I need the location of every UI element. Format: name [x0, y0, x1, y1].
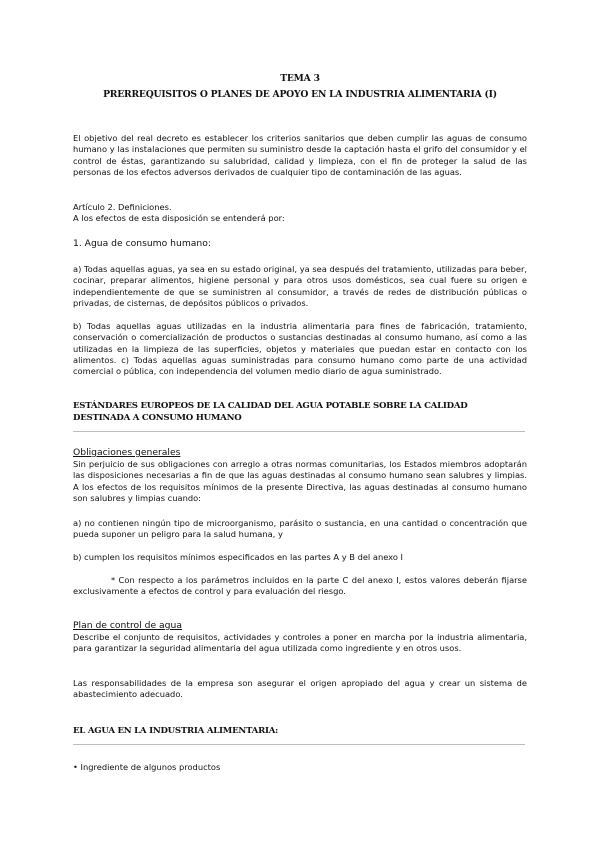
requirement-item-a: a) no contienen ningún tipo de microorganismo, parásito o sustancia, en una cantidad o concentración que pueda suponer un peligro para la salud humana, y [73, 518, 527, 540]
responsibilities-paragraph: Las responsabilidades de la empresa son asegurar el origen apropiado del agua y crear un sistema de abastecimiento adecuado. [73, 678, 527, 700]
article-definition-line: A los efectos de esta disposición se entenderá por: [73, 213, 285, 223]
intro-paragraph: El objetivo del real decreto es establecer los criterios sanitarios que deben cumplir las aguas de consumo humano y las instalaciones que permiten su suministro desde la captación hasta el grifo del consumidor y el control de éstas, garantizando su salubridad, calidad y limpieza, con el fin de proteger la salud de las personas de los efectos adversos derivados de cualquier tipo de contaminación de las aguas. [73, 133, 527, 177]
article-line: Artículo 2. Definiciones. [73, 202, 172, 212]
section-heading-industry: EL AGUA EN LA INDUSTRIA ALIMENTARIA: [73, 726, 279, 736]
section-divider [73, 431, 525, 432]
definition-paragraph-b: b) Todas aquellas aguas utilizadas en la industria alimentaria para fines de fabricación, tratamiento, conservación o comercialización de productos o sustancias destinadas al consumo humano, así como a las utilizadas en la limpieza de las superficies, objetos y materiales que puedan estar en contacto con los alimentos. c) Todas aquellas aguas suministradas para consumo humano como parte de una actividad comercial o pública, con independencia del volumen medio diario de agua suministrado. [73, 321, 527, 377]
document-topic: TEMA 3 [280, 73, 320, 84]
obligations-title: Obligaciones generales [73, 447, 181, 458]
obligations-paragraph: Sin perjuicio de sus obligaciones con arreglo a otras normas comunitarias, los Estados miembros adoptarán las disposiciones necesarias a fin de que las aguas destinadas al consumo humano sean salubres y limpias. A los efectos de los requisitos mínimos de la presente Directiva, las aguas destinadas al consumo humano son salubres y limpias cuando: [73, 459, 527, 503]
section-heading-standards: ESTÁNDARES EUROPEOS DE LA CALIDAD DEL AGUA POTABLE SOBRE LA CALIDAD DESTINADA A CONSUMO HUMANO [73, 401, 468, 423]
definition-heading: 1. Agua de consumo humano: [73, 238, 211, 249]
plan-paragraph: Describe el conjunto de requisitos, actividades y controles a poner en marcha por la industria alimentaria, para garantizar la seguridad alimentaria del agua utilizada como ingrediente y en otros usos. [73, 632, 527, 654]
requirement-item-b: b) cumplen los requisitos mínimos especificados en las partes A y B del anexo I [73, 552, 403, 562]
plan-title: Plan de control de agua [73, 620, 182, 631]
document-title: PRERREQUISITOS O PLANES DE APOYO EN LA INDUSTRIA ALIMENTARIA (I) [103, 89, 497, 100]
definition-paragraph-a: a) Todas aquellas aguas, ya sea en su estado original, ya sea después del tratamiento, utilizadas para beber, cocinar, preparar alimentos, higiene personal y para otros usos domésticos, sea cual fuere su origen e independientemente de que se suministren al consumidor, a través de redes de distribución públicas o privadas, de cisternas, de depósitos públicos o privados. [73, 264, 527, 308]
section-divider [73, 744, 525, 745]
note-paragraph: * Con respecto a los parámetros incluidos en la parte C del anexo I, estos valores deberán fijarse exclusivamente a efectos de control y para evaluación del riesgo. [73, 575, 527, 597]
bullet-item: • Ingrediente de algunos productos [73, 762, 221, 772]
